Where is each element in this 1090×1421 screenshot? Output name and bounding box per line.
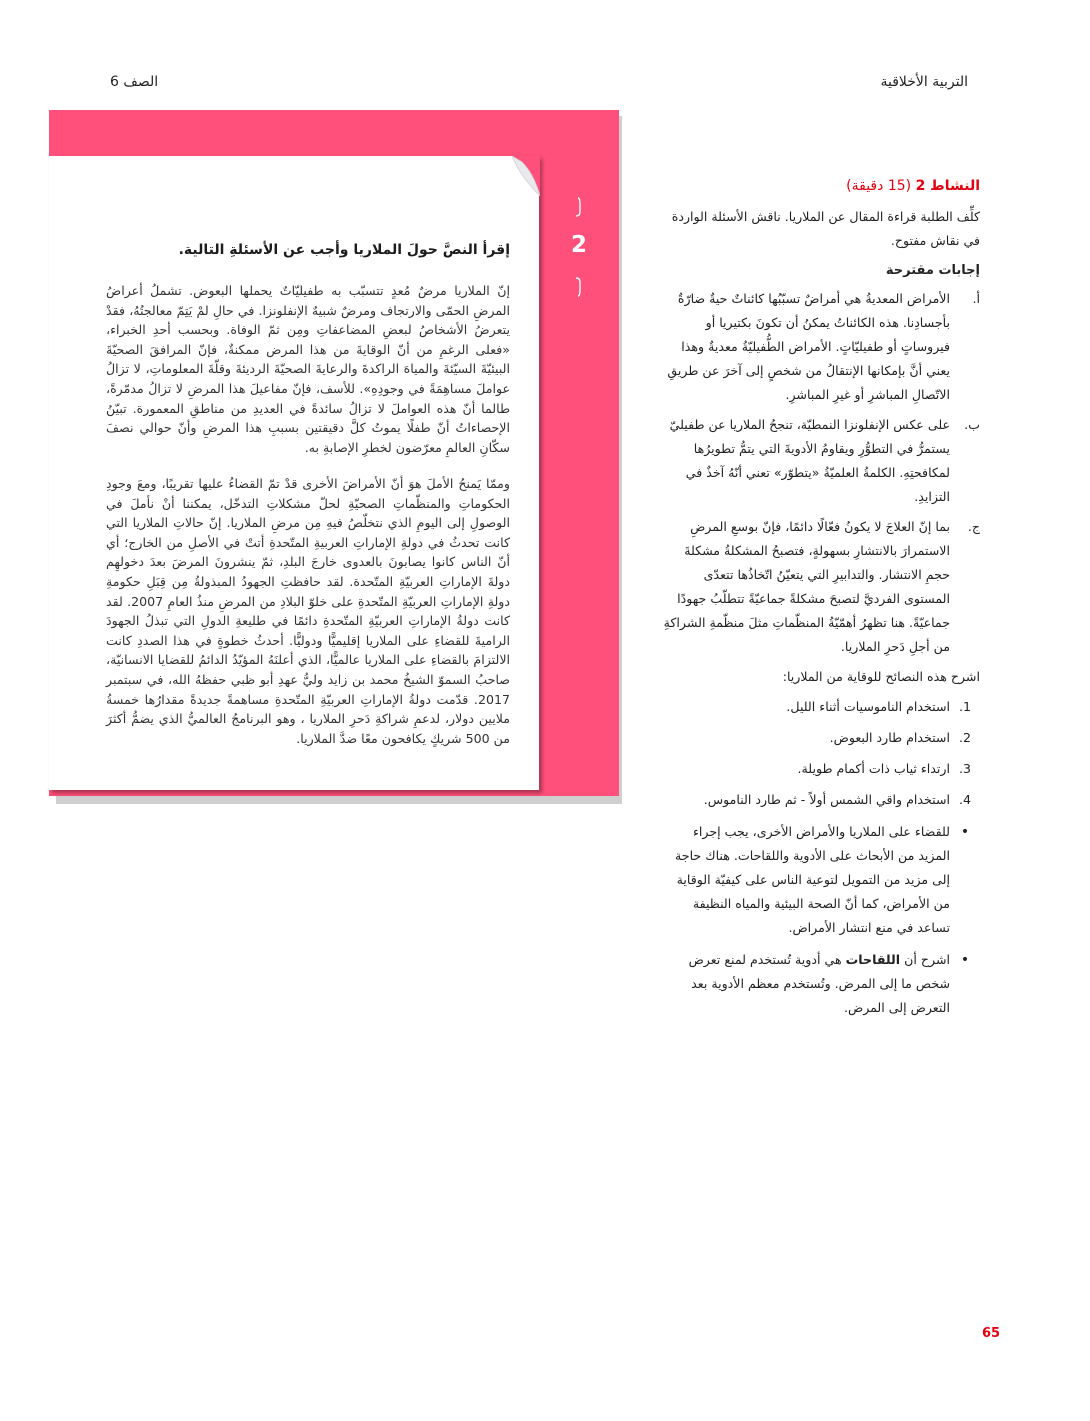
tip-marker: 2. — [958, 730, 972, 745]
tip-marker: 1. — [958, 699, 972, 714]
tip-text: استخدام الناموسيات أثناء الليل. — [786, 699, 950, 714]
bullet-item — [660, 820, 980, 940]
answer-item — [660, 413, 980, 509]
answer-text: على عكس الإنفلونزا النمطيّة، تنجحُ الملاريا عن طفيليّ يستمرُّ في التطوُّرِ ويقاومُ الأدويةَ التي يتمُّ تطويرُها لمكافحتِهِ. الكلمةُ العلميّةُ «يتطوّر» تعني أنّهُ آخذٌ في التزايدِ. — [669, 417, 950, 504]
activity-duration: (15 دقيقة) — [846, 178, 912, 194]
bullet-text — [660, 948, 950, 1020]
question-number: 2 — [570, 232, 587, 258]
reading-title: إقرأ النصَّ حولَ الملاريا وأجب عن الأسئلةِ التالية. — [178, 242, 510, 258]
answer-marker: ب. — [964, 417, 980, 432]
bullet-prefix: اشرح أن — [904, 952, 950, 967]
header-grade: الصف 6 — [110, 74, 159, 90]
tip-text: ارتداء ثياب ذات أكمام طويلة. — [797, 761, 950, 776]
reading-paragraph: إنّ الملاريا مرضٌ مُعدٍ تتسبّب به طفيليّاتٌ يحملها البعوض. تشملُ أعراضُ المرضِ الحمّى والارتجاف ومرضٌ شبيهٌ الإنفلونزا. في حالِ لمْ يَتِمّ معالجتُهُ، فقدْ يتعرضُ الأشخاصُ لبعضِ المضاعفاتِ ومِن ثمّ الوفاة. وبحسب أحدِ الخبراء، «فعلى الرغمِ من أنّ الوقايةَ من هذا المرض ممكنةٌ، فإنّ المرافقَ الصحيّةَ البيئيّةَ السيّئةَ والمياهَ الراكدةَ والرعايةَ الصحيّةَ الرديئةَ وقلّةَ المعلوماتِ، لا تزالُ عواملَ مساهِمَةً في وجودِهِ». للأسف، فإنّ مفاعيلَ هذا المرضِ لا تزالُ مدمّرةً، طالما أنّ هذه العواملَ لا تزالُ سائدةً في العديدِ من مناطقِ المعمورة. تبيّنُ الإحصاءاتُ أنّ طفلًا يموتُ كلَّ دقيقتين بسببِ هذا المرضِ وأنّ حوالي نصفَ سكّانِ العالمِ معرّضون لخطرِ الإصابةِ به. — [106, 283, 510, 455]
answer-item — [660, 287, 980, 407]
answer-item — [660, 515, 980, 659]
bullet-icon: • — [960, 952, 970, 968]
activity-number: النشاط 2 — [915, 178, 980, 194]
teacher-notes-column — [660, 176, 980, 1020]
answer-marker: أ. — [972, 291, 980, 306]
tip-marker: 4. — [958, 792, 972, 807]
tip-text: استخدام واقي الشمس أولاً - ثم طارد الناموس. — [703, 792, 950, 807]
activity-title — [660, 176, 980, 196]
bullet-suffix: هي أدوية تُستخدم لمنع تعرض شخص ما إلى المرض. وتُستخدم معظم الأدوية بعد التعرض إلى المرض. — [688, 952, 950, 1015]
answer-text: الأمراض المعديةُ هي أمراضٌ تسبّبُها كائناتٌ حيةٌ ضارّةٌ بأجسادِنا. هذه الكائناتُ يمكنُ أن تكونَ بكتيريا أو فيروساتٍ أو طفيليّاتٍ. الأمراض الطُّفيليّةُ معديةٌ وهذا يعني أنَّ بإمكانها الإنتقالُ من شخصٍ إلى آخرَ عن طريقِ الاتّصالِ المباشرِ أو غيرِ المباشرِ. — [667, 291, 950, 402]
reading-paragraph: وممّا يَمنحُ الأملَ هوَ أنّ الأمراضَ الأخرى قدْ تمّ القضاءُ عليها تقريبًا، ومعَ وجودِ الحكوماتِ والمنظّماتِ الصحيّةِ لحلّ مشكلاتِ التدخّل، يمكننا أنْ نأملَ في الوصولِ إلى اليومِ الذي نتخلّصُ فيهِ مِن مرضِ الملاريا. إنّ حالاتِ الملاريا التي كانت تحدثُ في دولةِ الإماراتِ العربيةِ المتّحدةِ أتتْ في الأصلِ من الخارج؛ أي أنّ الناس كانوا يصابونَ بالعدوى خارجَ البلدِ، ثمّ ينشرونَ المرضَ بعدَ دخولهِم دولةَ الإماراتِ العربيّةِ المتّحدة. لقد حافظتِ الجهودُ المبذولةُ مِن قِبَلِ حكومةِ دولةِ الإماراتِ العربيّةِ المتّحدةِ على خلوّ البلادِ من المرضِ منذُ العامِ 2007. لقد كانت دولةُ الإماراتِ العربيّةِ المتّحدةِ دائمًا في طليعةِ الدولِ التي تبذلُ الجهودَ الراميةَ للقضاءِ على الملاريا إقليميًّا ودوليًّا. أحدثُ خطوةٍ في هذا الصددِ كانت الالتزامَ بالقضاءِ على الملاريا عالميًّا، الذي أعلنَهُ المؤيّدُ الدائمُ للقضايا الانسانيّة، صاحبُ السموّ الشيخُ محمد بن زايد وليُّ عهدِ أبو ظبي حفظهُ الله، في سبتمبر 2017. قدّمت دولةُ الإماراتِ العربيّةِ المتّحدةِ مساهمةً جديدةً مقدارُها خمسةُ ملايين دولار، لدعمِ شراكةِ دَحرِ الملاريا ، وهو البرنامجُ العالميُّ الذي يضمُّ أكثرَ من 500 شريكٍ يكافحون معًا ضدَّ الملاريا. — [106, 476, 510, 746]
tips-label: اشرح هذه النصائح للوقاية من الملاريا: — [782, 669, 980, 684]
bullet-icon: • — [960, 824, 970, 840]
tip-item — [660, 788, 980, 812]
page-number: 65 — [982, 1326, 1001, 1341]
answers-heading: إجابات مقترحة — [885, 263, 980, 278]
activity-instruction: كلِّف الطلبة قراءة المقال عن الملاريا. ناقش الأسئلة الواردة في نقاش مفتوح. — [671, 209, 980, 248]
bullet-text: للقضاء على الملاريا والأمراض الأخرى، يجب إجراء المزيد من الأبحاث على الأدوية واللقاحات. هناك حاجة إلى مزيد من التمويل لتوعية الناس على كيفيّة الوقاية من الأمراض، كما أنّ الصحة البيئية والمياه النظيفة تساعد في منع انتشار الأمراض. — [675, 824, 950, 935]
tip-item — [660, 757, 980, 781]
page-curl-icon — [512, 156, 540, 196]
answer-marker: ج. — [967, 519, 980, 534]
bullet-item — [660, 948, 980, 1020]
header-subject: التربية الأخلاقية — [880, 74, 968, 90]
tip-item — [660, 726, 980, 750]
tip-text: استخدام طارد البعوض. — [829, 730, 950, 745]
answer-text: بما إنّ العلاجَ لا يكونُ فعّالًا دائمًا، فإنّ بوسعِ المرضِ الاستمرارَ بالانتشارِ بسهولةٍ، فتصبحُ المشكلةُ مشكلةَ حجمِ الانتشار. والتدابيرِ التي يتعيّنُ اتّخاذُها تتعدّى المستوى الفرديَّ لتصبحَ مشكلةً جماعيّةً تتطلّبُ جهودًا جماعيّةً. هنا تظهرُ أهمّيّةُ المنظّماتِ مثلَ منظّمةِ الشراكةِ من أجلِ دَحرِ الملاريا. — [663, 519, 950, 654]
tip-item — [660, 695, 980, 719]
bullet-bold-term: اللقاحات — [845, 952, 901, 967]
tip-marker: 3. — [958, 761, 972, 776]
